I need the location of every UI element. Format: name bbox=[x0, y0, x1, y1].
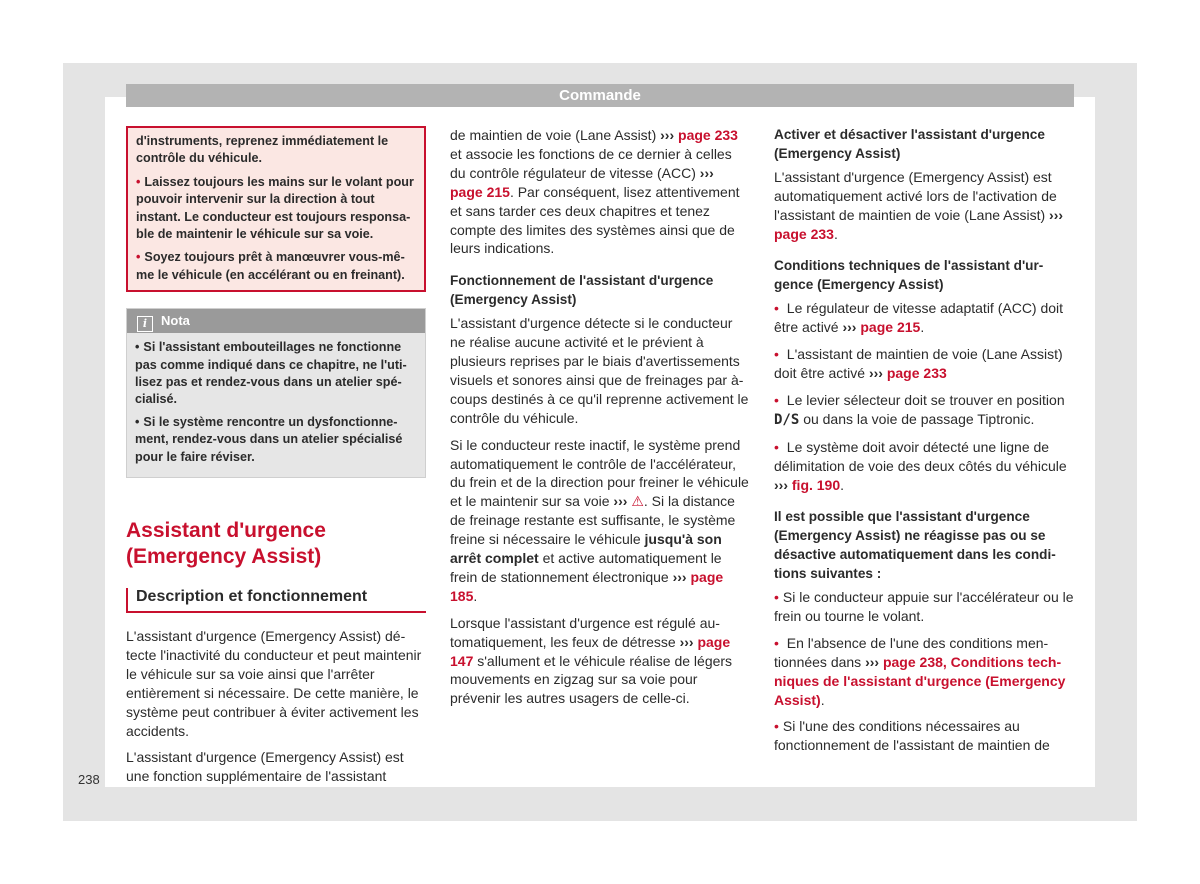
text-run: L'assistant de maintien de voie (Lane Assist) doit être activé bbox=[774, 346, 1063, 381]
note-header bbox=[127, 309, 425, 333]
column-1 bbox=[126, 126, 426, 794]
arrow-icon: ››› bbox=[774, 476, 788, 493]
text-run: . Par conséquent, lisez attentivement et sans tarder ces deux chapitres et tenez compte des limites des systèmes ainsi que de leurs indications. bbox=[450, 183, 740, 257]
paragraph: Si le conducteur reste inactif, le système prend automatiquement le contrôle de l'accélérateur, du frein et de la direction pour freiner le véhicule et le maintenir sur sa voie ››› ⚠. Si la distance de freinage restante est suffisante, le système freine si nécessaire le véhicule jusqu'à son arrêt complet et active automatiquement le frein de stationnement électronique ››› page 185. bbox=[450, 436, 749, 604]
subheading: Activer et désactiver l'assistant d'urgence (Emergency Assist) bbox=[774, 127, 1045, 161]
paragraph: L'assistant d'urgence (Emergency Assist) détecte l'inactivité du conducteur et peut maintenir le véhicule sur sa voie ainsi que l'arrêter entièrement si nécessaire. De cette manière, le système peut contribuer à éviter activement les accidents. bbox=[126, 628, 422, 739]
warning-text: d'instruments, reprenez immédiatement le contrôle du véhicule. bbox=[136, 134, 389, 166]
gear-position-code: D/S bbox=[774, 411, 800, 428]
warning-triangle-icon: ⚠ bbox=[631, 493, 644, 510]
arrow-icon: ››› bbox=[842, 319, 857, 336]
arrow-icon: ››› bbox=[868, 364, 883, 381]
note-bullet: • Si le système rencontre un dysfonctionnement, rendez-vous dans un atelier spécialisé pour le faire réviser. bbox=[135, 414, 417, 466]
text-run: et associe les fonctions de ce dernier à celles du contrôle régulateur de vitesse (ACC) bbox=[450, 145, 732, 181]
page-link[interactable]: page 147 bbox=[450, 633, 731, 669]
page-link[interactable]: page 238, Conditions techniques de l'assistant d'urgence (Emergency Assist) bbox=[774, 653, 1066, 708]
bold-text: jusqu'à son arrêt complet bbox=[450, 531, 722, 567]
paragraph: L'assistant d'urgence détecte si le conducteur ne réalise aucune activité et le prévient à plusieurs reprises par le biais d'avertissements visuels et sonores ainsi que de freinages par à-coups destinés à ce qu'il reprenne activement le contrôle du véhicule. bbox=[450, 315, 749, 426]
page-link[interactable]: page 215 bbox=[860, 319, 921, 336]
page-link[interactable]: page 233 bbox=[774, 225, 834, 242]
warning-bullet: • Laissez toujours les mains sur le volant pour pouvoir intervenir sur la direction à tout instant. Le conducteur est toujours responsable de maintenir le véhicule sur sa voie. bbox=[136, 174, 416, 244]
text-run: Lorsque l'assistant d'urgence est régulé automatiquement, les feux de détresse bbox=[450, 614, 720, 650]
list-item: • Le régulateur de vitesse adaptatif (ACC) doit être activé ››› page 215. bbox=[774, 299, 1074, 337]
text-run: Le régulateur de vitesse adaptatif (ACC) doit être activé bbox=[774, 300, 1064, 336]
chapter-header: Commande bbox=[126, 84, 1074, 107]
paragraph bbox=[450, 614, 750, 709]
list-item: • En l'absence de l'une des conditions mentionnées dans ››› page 238, Conditions techniques de l'assistant d'urgence (Emergency Assist). bbox=[774, 634, 1074, 710]
text-run: et active automatiquement le frein de stationnement électronique bbox=[450, 550, 722, 585]
text-run: Le système doit avoir détecté une ligne de délimitation de voie des deux côtés du véhicule bbox=[774, 438, 1067, 474]
arrow-icon: ››› bbox=[660, 127, 675, 143]
subheading: Fonctionnement de l'assistant d'urgence (Emergency Assist) bbox=[450, 273, 714, 308]
text-run: Si le conducteur reste inactif, le système prend automatiquement le contrôle de l'accélérateur, du frein et de la direction pour freiner le véhicule et le maintenir sur sa voie bbox=[450, 436, 749, 510]
list-item bbox=[774, 391, 1074, 430]
list-item: • Si le conducteur appuie sur l'accélérateur ou le frein ou tourne le volant. bbox=[774, 588, 1074, 626]
list-item: • Si l'une des conditions nécessaires au fonctionnement de l'assistant de maintien de bbox=[774, 717, 1074, 755]
paragraph bbox=[450, 126, 750, 258]
note-title: Nota bbox=[161, 313, 190, 329]
arrow-icon: ››› bbox=[679, 633, 694, 650]
list-item: • Le système doit avoir détecté une ligne de délimitation de voie des deux côtés du véhicule ››› fig. 190. bbox=[774, 438, 1074, 495]
arrow-icon: ››› bbox=[699, 164, 714, 181]
column-3 bbox=[774, 126, 1074, 763]
page-link[interactable]: page 215 bbox=[450, 183, 510, 200]
text-run: Le levier sélecteur doit se trouver en position bbox=[786, 391, 1065, 408]
arrow-icon: ››› bbox=[613, 493, 628, 510]
info-icon: i bbox=[137, 316, 153, 332]
figure-link[interactable]: fig. 190 bbox=[791, 476, 841, 493]
text-run: . Si la distance de freinage restante est suffisante, le système freine si nécessaire le véhicule bbox=[450, 493, 736, 548]
arrow-icon: ››› bbox=[865, 653, 880, 670]
text-run: L'assistant d'urgence (Emergency Assist) est automatiquement activé lors de l'activation de l'assistant de maintien de voie (Lane Assist) bbox=[774, 168, 1057, 223]
section-title: Assistant d'urgence (Emergency Assist) bbox=[126, 519, 326, 569]
page-link[interactable]: page 233 bbox=[886, 364, 947, 381]
note-body bbox=[127, 333, 425, 477]
text-run: En l'absence de l'une des conditions mentionnées dans bbox=[774, 634, 1049, 670]
subsection-title: Description et fonctionnement bbox=[126, 588, 426, 613]
arrow-icon: ››› bbox=[1049, 206, 1064, 223]
column-2 bbox=[450, 126, 750, 716]
arrow-icon: ››› bbox=[672, 568, 687, 585]
subheading: Il est possible que l'assistant d'urgence (Emergency Assist) ne réagisse pas ou se désactive automatiquement dans les conditions suivantes : bbox=[774, 509, 1056, 582]
paragraph: L'assistant d'urgence (Emergency Assist) est automatiquement activé lors de l'activation de l'assistant de maintien de voie (Lane Assist) ››› page 233. bbox=[774, 168, 1064, 242]
note-box bbox=[126, 308, 426, 478]
paragraph: L'assistant d'urgence (Emergency Assist) est une fonction supplémentaire de l'assistant bbox=[126, 749, 404, 785]
text-run: ou dans la voie de passage Tiptronic. bbox=[803, 410, 1035, 427]
warning-box bbox=[126, 126, 426, 292]
page-link[interactable]: page 233 bbox=[678, 127, 738, 143]
warning-bullet: • Soyez toujours prêt à manœuvrer vous-même le véhicule (en accélérant ou en freinant). bbox=[136, 249, 416, 284]
text-run: de maintien de voie (Lane Assist) bbox=[450, 127, 657, 143]
text-run: s'allument et le véhicule réalise de légers mouvements en zigzag sur sa voie pour prévenir les autres usagers de celle-ci. bbox=[450, 652, 733, 707]
note-bullet: • Si l'assistant embouteillages ne fonctionne pas comme indiqué dans ce chapitre, ne l'utilisez pas et rendez-vous dans un atelier spécialisé. bbox=[135, 339, 417, 409]
page-link[interactable]: page 185 bbox=[450, 568, 724, 604]
subheading: Conditions techniques de l'assistant d'urgence (Emergency Assist) bbox=[774, 258, 1044, 293]
page-number: 238 bbox=[78, 772, 100, 787]
list-item bbox=[774, 345, 1074, 383]
